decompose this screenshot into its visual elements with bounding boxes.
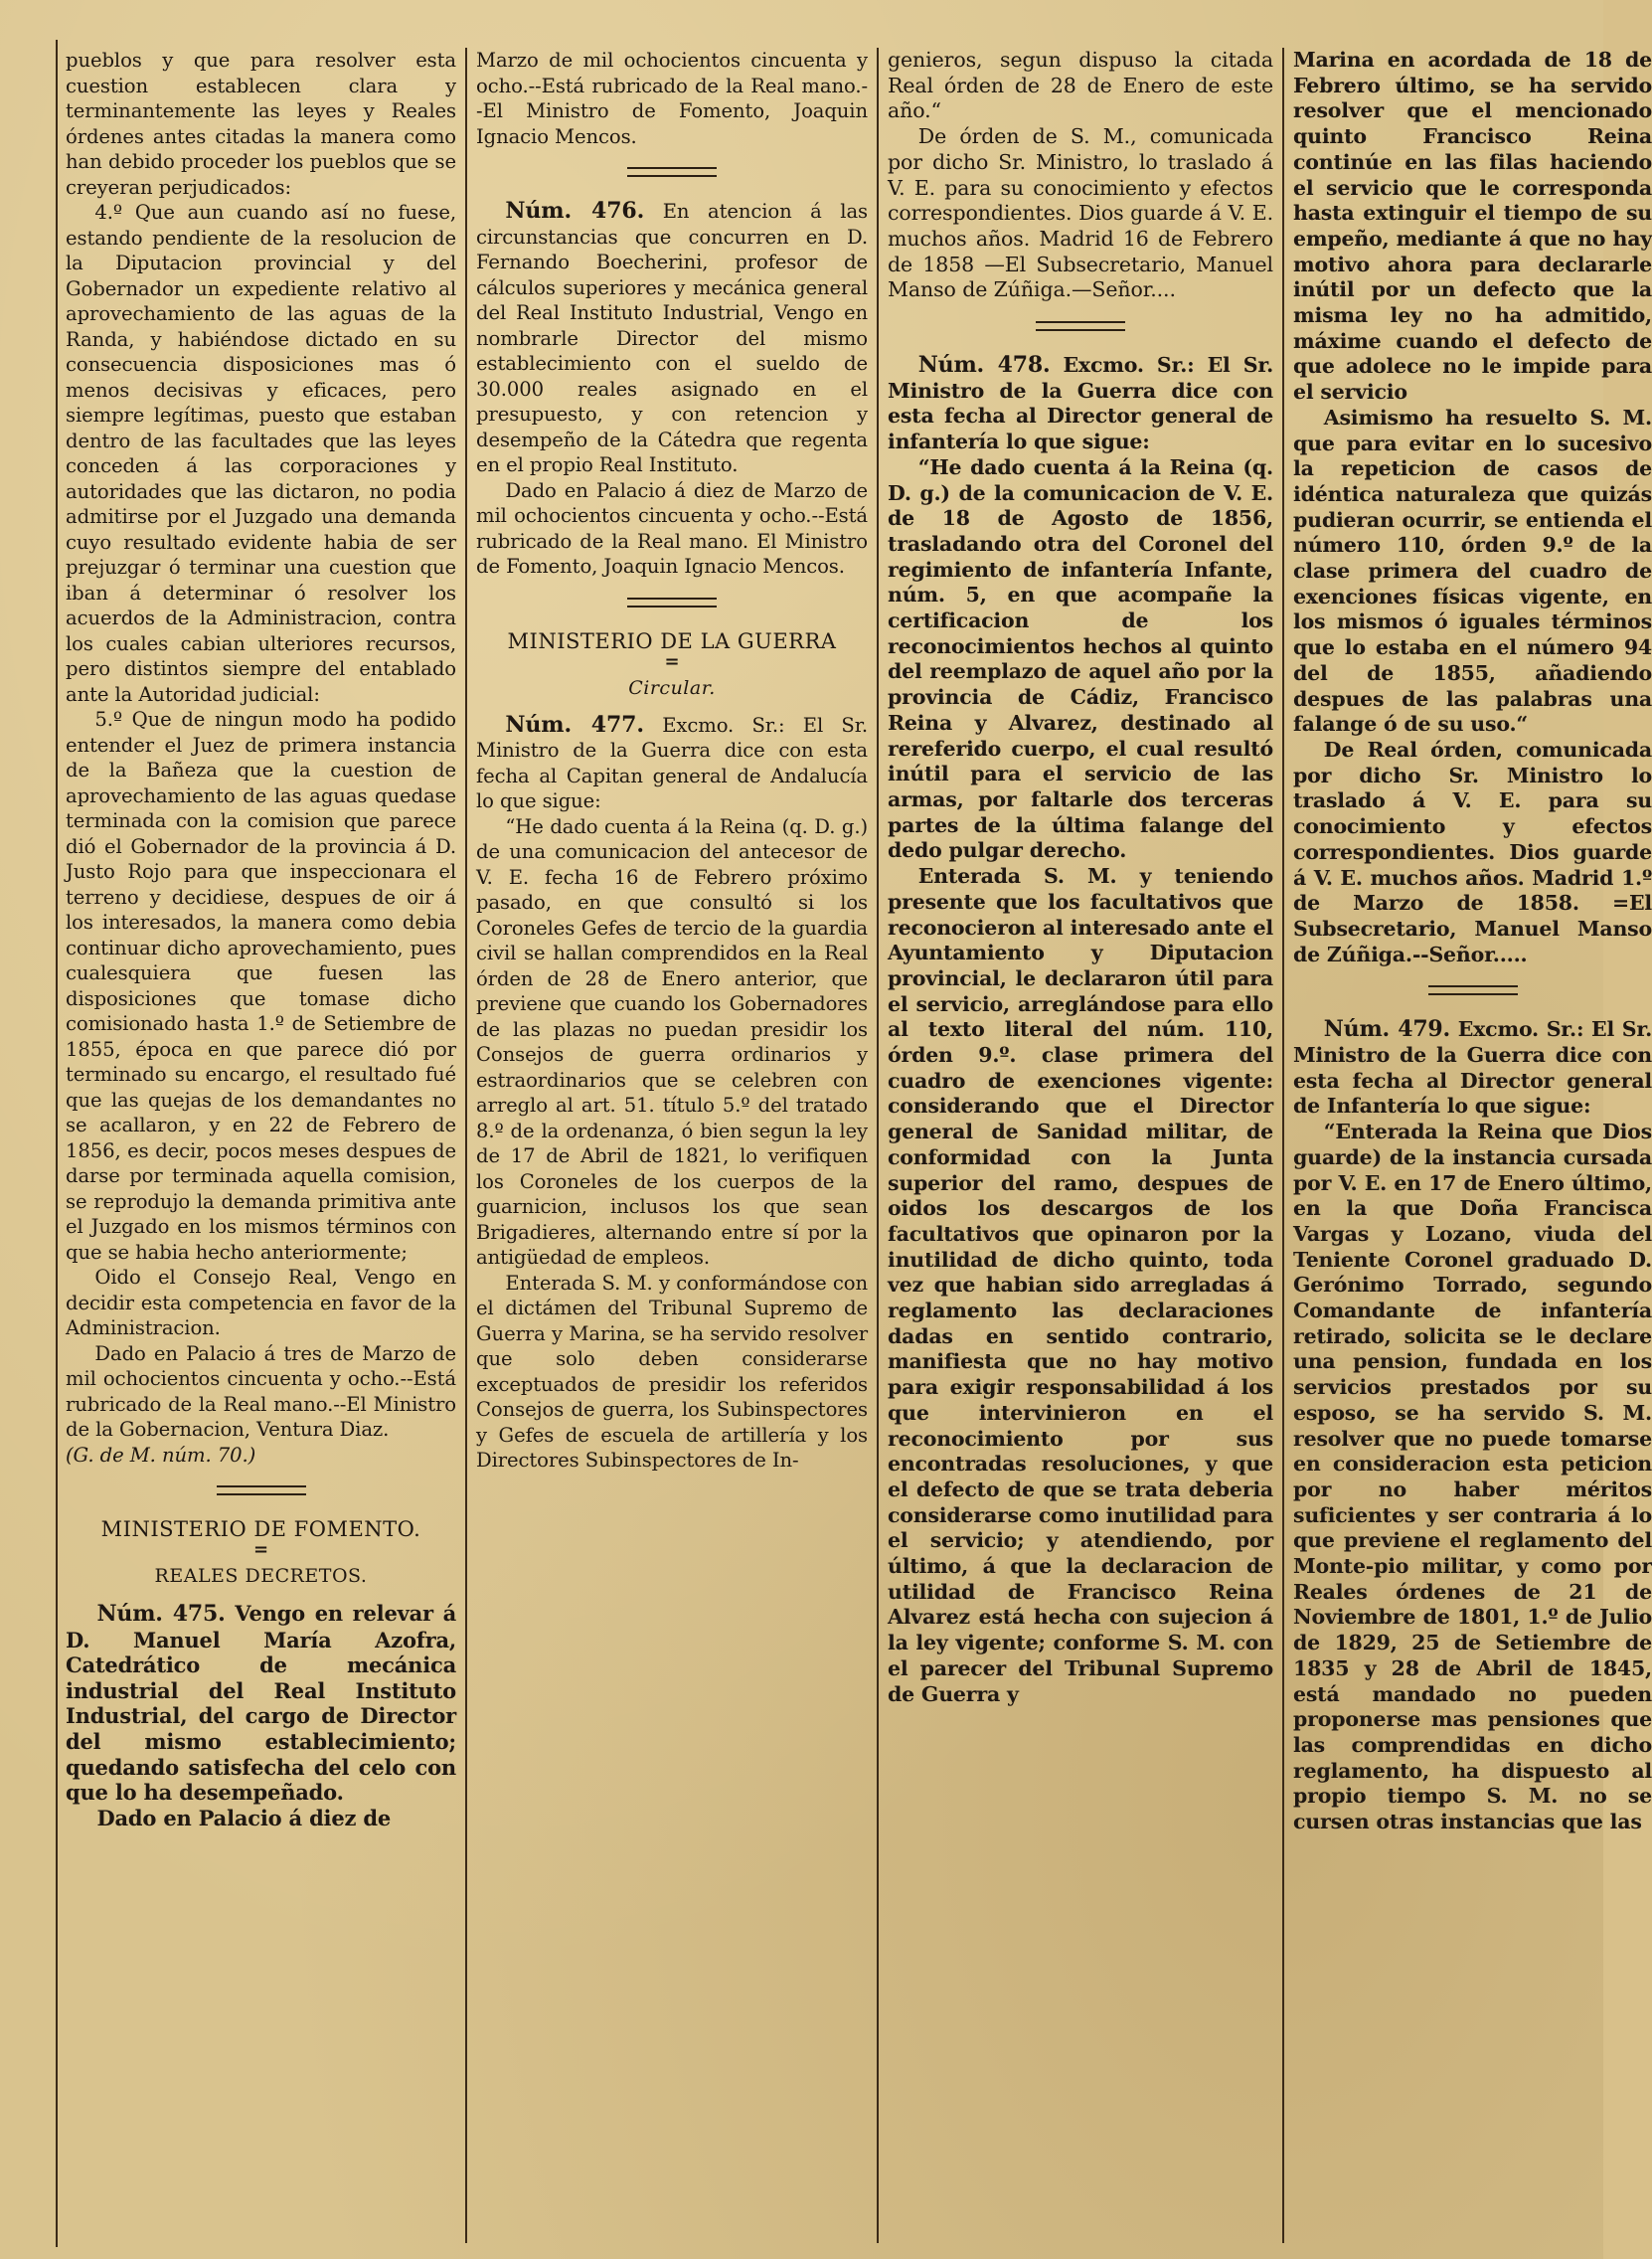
paragraph [66,1601,456,1806]
paragraph: De Real órden, comunicada por dicho Sr. Ministro lo traslado á V. E. para su conocimiento y efectos correspondientes. Dios guarde á V. E. muchos años. Madrid 1.º de Marzo de 1858. =El Subsecretario, Manuel Manso de Zúñiga.--Señor..... [1293,737,1652,966]
entry-number: Núm. 475. [96,1601,226,1627]
paragraph [476,713,868,814]
paragraph [888,353,1273,455]
column-2 [476,48,868,2243]
paragraph-text: Vengo en relevar á D. Manuel María Azofra, Catedrático de mecánica industrial del Real Instituto Industrial, del cargo de Director del mismo establecimiento; quedando satisfecha del celo con que lo ha desempeñado. [66,1601,456,1806]
paragraph: “Enterada la Reina que Dios guarde) de la instancia cursada por V. E. en 17 de Enero último, en la que Doña Francisca Vargas y Lozano, viuda del Teniente Coronel graduado D. Gerónimo Torrado, segundo Comandante de infantería retirado, solicita se le declare una pension, fundada en los servicios prestados por su esposo, se ha servido S. M. resolver que no puede tomarse en consideracion esta peticion por no haber méritos suficientes y ser contraria á lo que previene el reglamento del Monte-pio militar, y como por Reales órdenes de 21 de Noviembre de 1801, 1.º de Julio de 1829, 25 de Setiembre de 1835 y 28 de Abril de 1845, está mandado no pueden proponerse mas pensiones que las comprendidas en dicho reglamento, ha dispuesto al propio tiempo S. M. no se cursen otras instancias que las [1293,1120,1652,1834]
section-separator [627,598,717,608]
paragraph [1293,1017,1652,1120]
section-heading: MINISTERIO DE FOMENTO. [100,1517,421,1541]
paragraph-text: En atencion á las circunstancias que concurren en D. Fernando Boecherini, profesor de cálculos superiores y mecánica general del Real Instituto Industrial, Vengo en nombrarle Director del mismo establecimiento con el sueldo de 30.000 reales asignado en el presupuesto, y con retencion y desempeño de la Cátedra que regenta en el propio Real Instituto. [476,200,868,476]
section-separator [627,167,717,177]
source-citation: (G. de M. núm. 70.) [66,1443,256,1467]
paragraph: genieros, segun dispuso la citada Real órden de 28 de Enero de este año.“ [888,48,1273,123]
paragraph: Asimismo ha resuelto S. M. que para evitar en lo sucesivo la repeticion de casos de idéntica naturaleza que quizás pudieran ocurrir, se entienda el número 110, órden 9.º de la clase primera del cuadro de exenciones físicas vigente, en los mismos ó iguales términos que lo estaba en el número 94 del de 1855, añadiendo despues de las palabras una falange ó de su uso.“ [1293,405,1652,737]
column-3 [888,48,1273,2243]
paragraph: 4.º Que aun cuando así no fuese, estando pendiente de la resolucion de la Diputacion provincial y del Gobernador un expediente relativo al aprovechamiento de las aguas de la Randa, y habiéndose dictado en su consecuencia disposiciones mas ó menos decisivas y eficaces, pero siempre legítimas, puesto que estaban dentro de las facultades que las leyes conceden á las corporaciones y autoridades que las dictaron, no podia admitirse por el Juzgado una demanda cuyo resultado evidente habia de ser prejuzgar ó terminar una cuestion que iban á determinar ó resolver los acuerdos de la Administracion, contra los cuales cabian ulteriores recursos, pero distintos siempre del entablado ante la Autoridad judicial: [66,201,456,706]
column-4 [1293,48,1652,2243]
paragraph: Enterada S. M. y conformándose con el dictámen del Tribunal Supremo de Guerra y Marina, se ha servido resolver que solo deben considerarse exceptuados de presidir los referidos Consejos de guerra, los Subinspectores y Gefes de escuela de artillería y los Directores Subinspectores de In- [476,1271,868,1472]
heading-ornament: = [252,1539,269,1560]
heading-ornament: = [664,650,680,672]
paragraph: Oido el Consejo Real, Vengo en decidir esta competencia en favor de la Administracion. [66,1266,456,1339]
paragraph: Marina en acordada de 18 de Febrero último, se ha servido resolver que el mencionado quinto Francisco Reina continúe en las filas haciendo el servicio que le corresponda hasta extinguir el tiempo de su empeño, mediante á que no hay motivo ahora para declararle inútil por un defecto que la misma ley no ha admitido, máxime cuando el defecto de que adolece no le impide para el servicio [1293,48,1652,405]
paragraph-text: Excmo. Sr.: El Sr. Ministro de la Guerra dice con esta fecha al Capitan general de Andalucía lo que sigue: [476,713,868,812]
paragraph: De órden de S. M., comunicada por dicho Sr. Ministro, lo traslado á V. E. para su conocimiento y efectos correspondientes. Dios guarde á V. E. muchos años. Madrid 16 de Febrero de 1858 —El Subsecretario, Manuel Manso de Zúñiga.—Señor.... [888,124,1273,302]
subheading: REALES DECRETOS. [154,1565,368,1587]
section-separator [217,1485,306,1495]
section-separator [1036,321,1125,331]
left-margin-rule [56,40,58,2247]
paragraph-text: Excmo. Sr.: El Sr. Ministro de la Guerra dice con esta fecha al Director general de infantería lo que sigue: [888,353,1274,454]
paragraph: Enterada S. M. y teniendo presente que los facultativos que reconocieron al interesado ante el Ayuntamiento y Diputacion provincial, le declararon útil para el servicio, arreglándose para ello al texto literal del núm. 110, órden 9.º. clase primera del cuadro de exenciones vigente: considerando que el Director general de Sanidad militar, de conformidad con la Junta superior del ramo, despues de oidos los descargos de los facultativos que opinaron por la inutilidad de dicho quinto, toda vez que habian sido arregladas á reglamento las declaraciones dadas en sentido contrario, manifiesta que no hay motivo para exigir responsabilidad á los que intervinieron en el reconocimiento por sus encontradas resoluciones, y que el defecto de que se trata deberia considerarse como inutilidad para el servicio; y atendiendo, por último, á que la declaracion de utilidad de Francisco Reina Alvarez está hecha con sujecion á la ley vigente; conforme S. M. con el parecer del Tribunal Supremo de Guerra y [888,864,1273,1706]
section-heading: MINISTERIO DE LA GUERRA [507,628,837,653]
paragraph: 5.º Que de ningun modo ha podido entender el Juez de primera instancia de la Bañeza que la cuestion de aprovechamiento de las aguas quedase terminada con la comision que parece dió el Gobernador de la provincia á D. Justo Rojo para que inspeccionara el terreno y decidiese, despues de oir á los interesados, la manera como debia continuar dicho aprovechamiento, pues cualesquiera que fuesen las disposiciones que tomase dicho comisionado hasta 1.º de Setiembre de 1855, época en que parece dió por terminado su encargo, el resultado fué que las quejas de los demandantes no se acallaron, y en 22 de Febrero de 1856, es decir, pocos meses despues de darse por terminada aquella comision, se reprodujo la demanda primitiva ante el Juzgado en los mismos términos con que se habia hecho anteriormente; [66,708,456,1264]
paragraph: pueblos y que para resolver esta cuestion establecen clara y terminantemente las leyes y Reales órdenes antes citadas la manera como han debido proceder los pueblos que se creyeran perjudicados: [66,49,456,199]
entry-number: Núm. 477. [505,711,644,738]
paragraph: “He dado cuenta á la Reina (q. D. g.) de la comunicacion de V. E. de 18 de Agosto de 1856, trasladando otra del Coronel del regimiento de infantería Infante, núm. 5, en que acompañe la certificacion de los reconocimientos hechos al quinto del reemplazo de aquel año por la provincia de Cádiz, Francisco Reina y Alvarez, destinado al rereferido cuerpo, el cual resultó inútil para el servicio de las armas, por faltarle dos terceras partes de la última falange del dedo pulgar derecho. [888,454,1273,863]
paragraph: Marzo de mil ochocientos cincuenta y ocho.--Está rubricado de la Real mano.--El Ministro de Fomento, Joaquin Ignacio Mencos. [476,49,868,148]
paragraph [476,199,868,478]
column-1 [66,48,456,2243]
paragraph-text: Excmo. Sr.: El Sr. Ministro de la Guerra dice con esta fecha al Director general de Infantería lo que sigue: [1293,1017,1652,1119]
section-separator [1428,985,1518,995]
paragraph: Dado en Palacio á diez de [96,1805,391,1830]
entry-number: Núm. 478. [917,352,1051,379]
entry-number: Núm. 476. [505,198,645,224]
subheading: Circular. [628,676,716,699]
paragraph: Dado en Palacio á tres de Marzo de mil ochocientos cincuenta y ocho.--Está rubricado de la Real mano.--El Ministro de la Gobernacion, Ventura Diaz. [66,1341,456,1441]
entry-number: Núm. 479. [1323,1016,1451,1043]
paragraph: “He dado cuenta á la Reina (q. D. g.) de una comunicacion del antecesor de V. E. fecha 16 de Febrero próximo pasado, en que consultó si los Coroneles Gefes de tercio de la guardia civil se hallan comprendidos en la Real órden de 28 de Enero anterior, que previene que cuando los Gobernadores de las plazas no puedan presidir los Consejos de guerra ordinarios y estraordinarios que se celebren con arreglo al art. 51. título 5.º del tratado 8.º de la ordenanza, ó bien segun la ley de 17 de Abril de 1821, lo verifiquen los Coroneles de los cuerpos de la guarnicion, inclusos los que sean Brigadieres, alternando entre sí por la antigüedad de empleos. [476,814,868,1269]
paragraph: Dado en Palacio á diez de Marzo de mil ochocientos cincuenta y ocho.--Está rubricado de la Real mano. El Ministro de Fomento, Joaquin Ignacio Mencos. [476,478,868,578]
